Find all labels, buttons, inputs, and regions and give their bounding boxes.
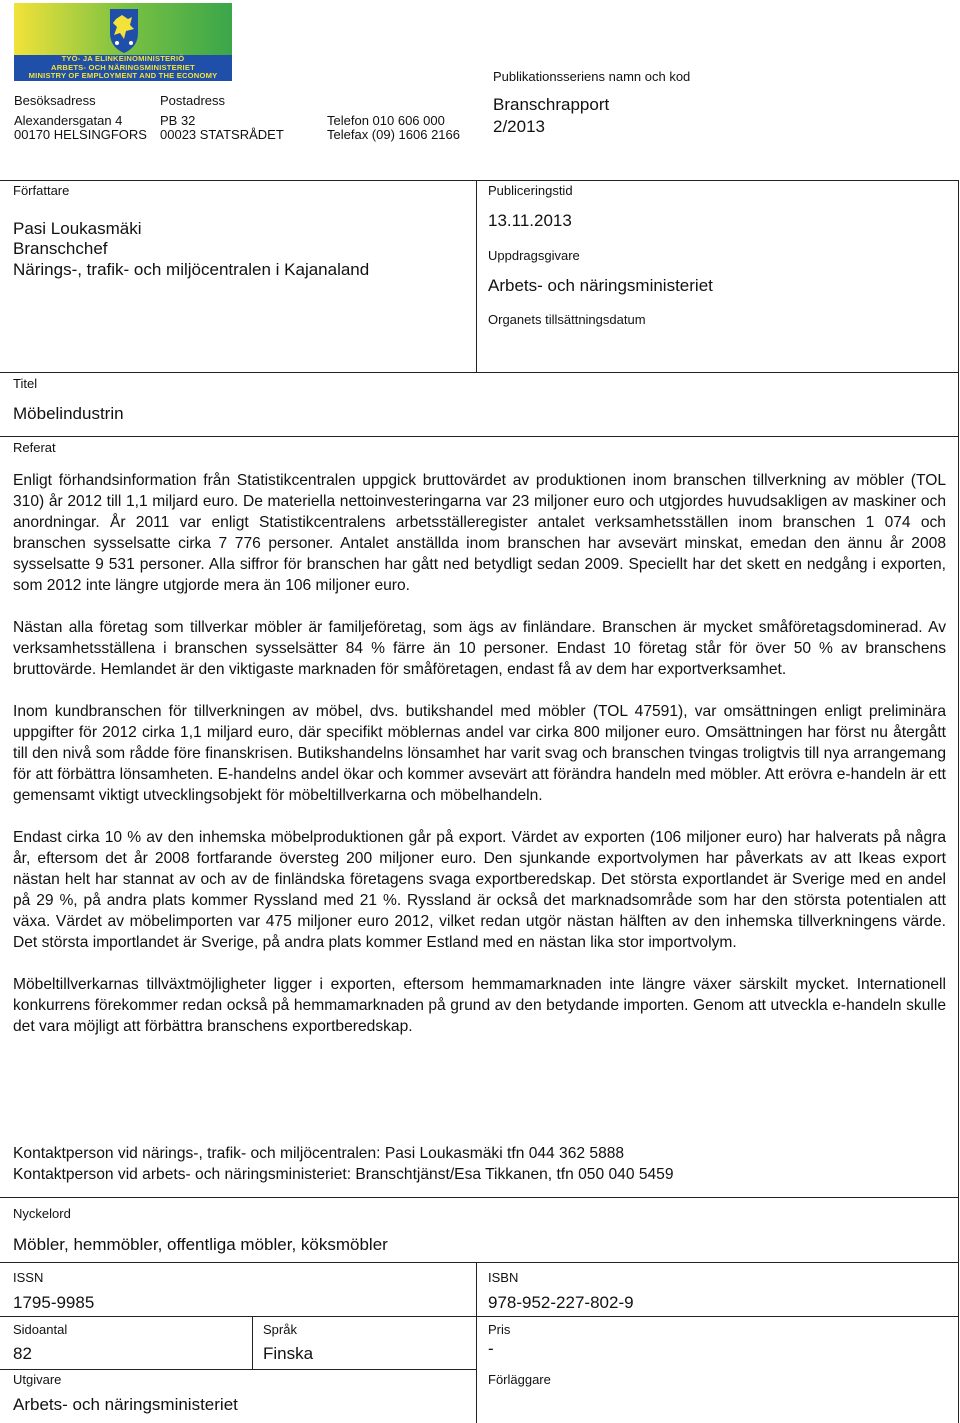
- pages: 82: [13, 1344, 32, 1363]
- grid-line: [958, 180, 959, 1423]
- grid-line: [476, 1262, 477, 1423]
- language: Finska: [263, 1344, 314, 1363]
- publisher: Arbets- och näringsministeriet: [13, 1395, 238, 1414]
- series-label: Publikationsseriens namn och kod: [493, 69, 691, 84]
- abstract-paragraph: Enligt förhandsinformation från Statistikcentralen uppgick bruttovärdet av produktionen inom branschen tillverkning av möbler (TOL 310) år 2012 till 1,1 miljard euro. De materiella nettoinvesteringarna var 23 miljoner euro och utgjordes huvudsakligen av maskiner och anordningar. År 2011 var enligt Statistikcentralens arbetsställeregister antalet verksamhetsställen inom branschen 1 074 och branschen sysselsatte cirka 7 776 personer. Antalet anställda inom branschen har avsevärt minskat, emedan den ännu år 2008 sysselsatte 9 531 personer. Alla siffror för branschen har gått ned betydligt sedan 2009. Speciellt har det skett en nedgång i exporten, som 2012 inte längre utgjorde mera än 106 miljoner euro.: [13, 472, 946, 594]
- issn-label: ISSN: [13, 1270, 44, 1285]
- contact-line: Kontaktperson vid arbets- och näringsministeriet: Branschtjänst/Esa Tikkanen, tfn 050 040 5459: [13, 1166, 674, 1183]
- grid-line: [0, 1197, 958, 1198]
- author-label: Författare: [13, 183, 70, 198]
- price: -: [488, 1339, 494, 1358]
- grid-line: [252, 1316, 253, 1369]
- contacts: [13, 1143, 946, 1185]
- document-title: Möbelindustrin: [13, 404, 124, 423]
- grid-line: [0, 180, 958, 181]
- grid-line: [476, 180, 477, 372]
- author-title: Branschchef: [13, 239, 108, 258]
- abstract-paragraph: Möbeltillverkarnas tillväxtmöjligheter ligger i exporten, eftersom hemmamarknaden inte längre växer särskilt mycket. Internationell konkurrens förekommer redan också på hemmamarknaden på grund av den betydande importen. Genom att utveckla e-handeln skulle det vara möjligt att förbättra branschens exportberedskap.: [13, 976, 946, 1035]
- grid-line: [0, 1369, 476, 1370]
- logo-text-fi: TYÖ- JA ELINKEINOMINISTERIÖ: [61, 54, 185, 63]
- pages-label: Sidoantal: [13, 1322, 68, 1337]
- post-box: PB 32: [160, 113, 196, 128]
- contact-line: Kontaktperson vid närings-, trafik- och miljöcentralen: Pasi Loukasmäki tfn 044 362 5888: [13, 1145, 625, 1162]
- grid-line: [0, 436, 958, 437]
- publisher-label: Utgivare: [13, 1372, 62, 1387]
- fax: Telefax (09) 1606 2166: [327, 127, 460, 142]
- client: Arbets- och näringsministeriet: [488, 276, 713, 295]
- post-address-label: Postadress: [160, 93, 226, 108]
- abstract-body: [13, 470, 946, 1037]
- series-code: 2/2013: [493, 117, 545, 136]
- grid-line: [0, 1316, 958, 1317]
- phone: Telefon 010 606 000: [327, 113, 445, 128]
- abstract-paragraph: Inom kundbranschen för tillverkningen av möbel, dvs. butikshandel med möbler (TOL 47591), var omsättningen enligt preliminära uppgifter för 2012 cirka 1,1 miljard euro, där specifikt möblernas andel var cirka 800 miljoner euro. Omsättningen har först nu återgått till den nivå som rådde före finanskrisen. Butikshandelns lönsamhet har varit svag och branschen tvingas troligtvis till nya arrangemang för att förbättra lönsamheten. E-handelns andel ökar och kommer avsevärt att förändra handeln med möbler. Att erövra e-handeln är ett gemensamt viktigt utvecklingsobjekt för möbeltillverkarna och möbelhandeln.: [13, 703, 946, 804]
- distributor-label: Förläggare: [488, 1372, 551, 1387]
- post-city: 00023 STATSRÅDET: [160, 127, 284, 142]
- logo-text-en: MINISTRY OF EMPLOYMENT AND THE ECONOMY: [28, 71, 218, 81]
- pubdate: 13.11.2013: [488, 211, 572, 230]
- orgdate-label: Organets tillsättningsdatum: [488, 312, 646, 327]
- author-organization: Närings-, trafik- och miljöcentralen i Kajanaland: [13, 260, 370, 279]
- price-label: Pris: [488, 1322, 511, 1337]
- abstract-label: Referat: [13, 440, 56, 455]
- keywords: Möbler, hemmöbler, offentliga möbler, köksmöbler: [13, 1235, 388, 1254]
- keywords-label: Nyckelord: [13, 1206, 71, 1221]
- series-name: Branschrapport: [493, 95, 610, 114]
- isbn-label: ISBN: [488, 1270, 519, 1285]
- grid-line: [0, 372, 958, 373]
- abstract-paragraph: Nästan alla företag som tillverkar möbler är familjeföretag, som ägs av finländare. Branschen är mycket småföretagsdominerad. Av verksamhetsställena i branschen sysselsätter 84 % färre än 10 personer. Endast 10 företag står för över 50 % av branschens bruttovärde. Hemlandet är den viktigaste marknaden för småföretagen, endast få av dem har exportverksamhet.: [13, 619, 946, 678]
- abstract-paragraph: Endast cirka 10 % av den inhemska möbelproduktionen går på export. Värdet av exporten (106 miljoner euro) har halverats på några år, eftersom det år 2008 fortfarande översteg 200 miljoner euro. Den sjunkande exportvolymen har påverkats av att Ikeas export nästan helt har stannat av och av de finländska företagens svaga exportberedskap. Det största exportlandet är Sverige med en andel på 29 %, på andra plats kommer Ryssland med 21 %. Ryssland är också det marknadsområde som har den största potentialen att växa. Värdet av möbelimporten var 475 miljoner euro 2012, vilket redan utgör nästan hälften av den inhemska tillverkningens värde. Det största importlandet är Sverige, på andra plats kommer Estland med en nästan lika stor importvolym.: [13, 829, 946, 951]
- ministry-logo: [14, 3, 232, 81]
- pubdate-label: Publiceringstid: [488, 183, 573, 198]
- isbn: 978-952-227-802-9: [488, 1293, 634, 1312]
- language-label: Språk: [263, 1322, 297, 1337]
- title-label: Titel: [13, 376, 38, 391]
- visit-street: Alexandersgatan 4: [14, 113, 123, 128]
- client-label: Uppdragsgivare: [488, 248, 580, 263]
- grid-line: [0, 1262, 958, 1263]
- issn: 1795-9985: [13, 1293, 95, 1312]
- visit-address-label: Besöksadress: [14, 93, 96, 108]
- author-name: Pasi Loukasmäki: [13, 219, 142, 238]
- logo-text: [14, 55, 232, 81]
- logo-text-sv: ARBETS- OCH NÄRINGSMINISTERIET: [51, 62, 195, 72]
- visit-city: 00170 HELSINGFORS: [14, 127, 147, 142]
